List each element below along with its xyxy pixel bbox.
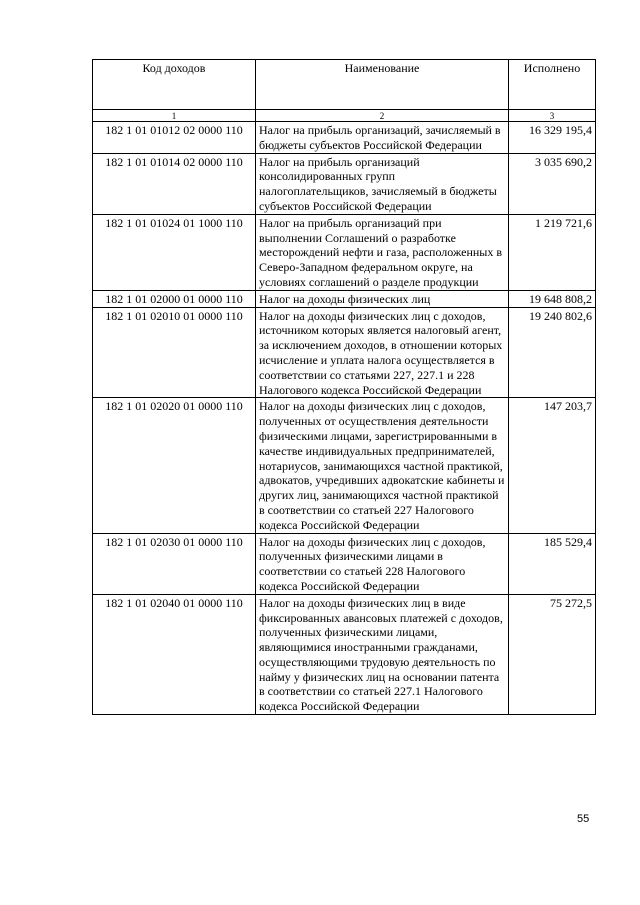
table-row xyxy=(93,307,596,398)
executed-amount-cell: 19 240 802,6 xyxy=(509,307,596,398)
table-header-row xyxy=(93,60,596,110)
income-name-cell: Налог на доходы физических лиц с доходов, полученных физическими лицами в соответствии со статьей 228 Налогового кодекса Российской Федерации xyxy=(256,533,509,594)
income-code-cell: 182 1 01 02040 01 0000 110 xyxy=(93,594,256,714)
executed-amount-cell: 16 329 195,4 xyxy=(509,122,596,154)
executed-amount-cell: 75 272,5 xyxy=(509,594,596,714)
table-row xyxy=(93,122,596,154)
income-code-cell: 182 1 01 02020 01 0000 110 xyxy=(93,398,256,533)
income-code-cell: 182 1 01 01014 02 0000 110 xyxy=(93,153,256,214)
income-code-cell: 182 1 01 02030 01 0000 110 xyxy=(93,533,256,594)
column-number: 1 xyxy=(93,110,256,122)
column-number-row xyxy=(93,110,596,122)
income-code-cell: 182 1 01 02010 01 0000 110 xyxy=(93,307,256,398)
executed-amount-cell: 19 648 808,2 xyxy=(509,290,596,307)
column-number: 3 xyxy=(509,110,596,122)
table-row xyxy=(93,533,596,594)
header-executed: Исполнено xyxy=(509,60,596,110)
header-name: Наименование xyxy=(256,60,509,110)
header-code: Код доходов xyxy=(93,60,256,110)
income-name-cell: Налог на прибыль организаций консолидированных групп налогоплательщиков, зачисляемый в бюджеты субъектов Российской Федерации xyxy=(256,153,509,214)
page-number: 55 xyxy=(577,813,590,825)
income-name-cell: Налог на доходы физических лиц с доходов, полученных от осуществления деятельности физическими лицами, зарегистрированными в качестве индивидуальных предпринимателей, нотариусов, занимающихся частной практикой, адвокатов, учредивших адвокатские кабинеты и других лиц, занимающихся частной практикой в соответствии со статьей 227 Налогового кодекса Российской Федерации xyxy=(256,398,509,533)
executed-amount-cell: 1 219 721,6 xyxy=(509,214,596,290)
table-row xyxy=(93,594,596,714)
income-name-cell: Налог на прибыль организаций при выполнении Соглашений о разработке месторождений нефти и газа, расположенных в Северо-Западном федеральном округе, на условиях соглашений о разделе продукции xyxy=(256,214,509,290)
executed-amount-cell: 3 035 690,2 xyxy=(509,153,596,214)
table-row xyxy=(93,153,596,214)
income-code-cell: 182 1 01 01012 02 0000 110 xyxy=(93,122,256,154)
income-name-cell: Налог на прибыль организаций, зачисляемый в бюджеты субъектов Российской Федерации xyxy=(256,122,509,154)
table-row xyxy=(93,290,596,307)
revenue-table xyxy=(92,59,596,715)
income-name-cell: Налог на доходы физических лиц в виде фиксированных авансовых платежей с доходов, полученных физическими лицами, являющимися иностранными гражданами, осуществляющими трудовую деятельность по найму у физических лиц на основании патента в соответствии со статьей 227.1 Налогового кодекса Российской Федерации xyxy=(256,594,509,714)
income-name-cell: Налог на доходы физических лиц xyxy=(256,290,509,307)
executed-amount-cell: 185 529,4 xyxy=(509,533,596,594)
income-code-cell: 182 1 01 02000 01 0000 110 xyxy=(93,290,256,307)
income-code-cell: 182 1 01 01024 01 1000 110 xyxy=(93,214,256,290)
table-row xyxy=(93,214,596,290)
table-row xyxy=(93,398,596,533)
income-name-cell: Налог на доходы физических лиц с доходов, источником которых является налоговый агент, за исключением доходов, в отношении которых исчисление и уплата налога осуществляется в соответствии со статьями 227, 227.1 и 228 Налогового кодекса Российской Федерации xyxy=(256,307,509,398)
executed-amount-cell: 147 203,7 xyxy=(509,398,596,533)
column-number: 2 xyxy=(256,110,509,122)
